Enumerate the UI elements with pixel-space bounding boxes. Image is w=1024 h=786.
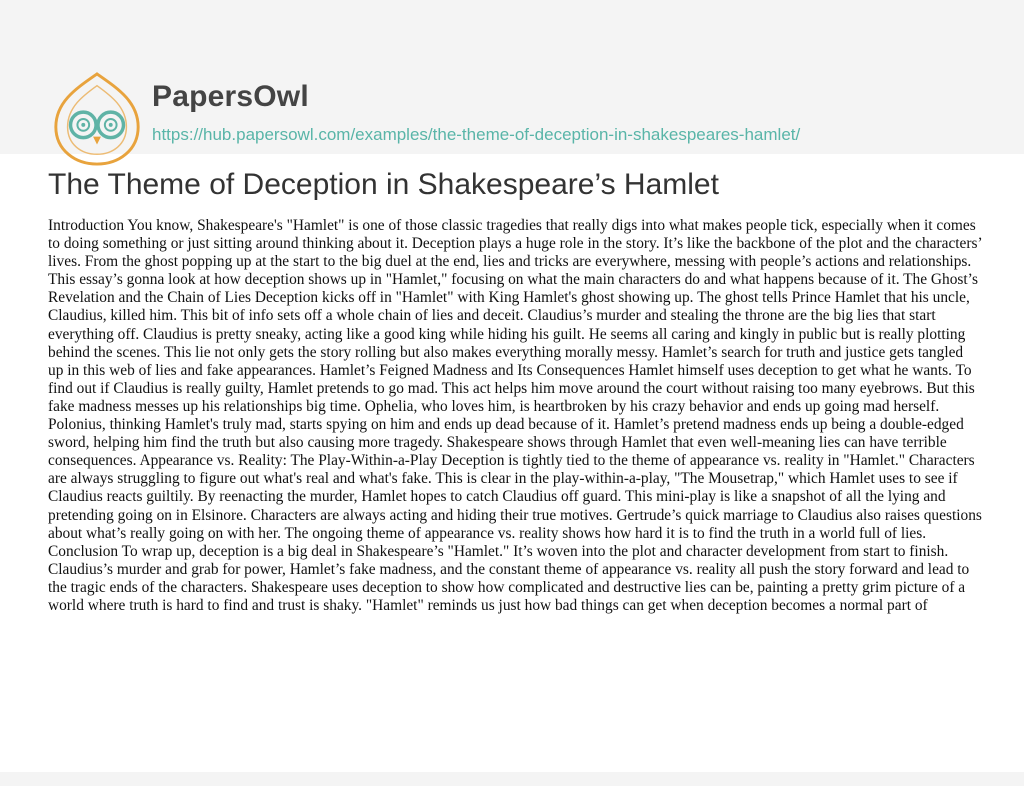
top-bar <box>0 0 1024 18</box>
owl-logo-icon[interactable] <box>48 70 146 168</box>
site-header <box>0 18 1024 154</box>
source-url[interactable]: https://hub.papersowl.com/examples/the-theme-of-deception-in-shakespeares-hamlet/ <box>152 125 801 144</box>
page-title: The Theme of Deception in Shakespeare’s Hamlet <box>48 168 719 201</box>
footer-bar <box>0 772 1024 786</box>
article-body: Introduction You know, Shakespeare's "Hamlet" is one of those classic tragedies that really digs into what makes people tick, especially when it comes to doing something or just sitting around thinking about it. Deception plays a huge role in the story. It’s like the backbone of the plot and the characters’ lives. From the ghost popping up at the start to the big duel at the end, lies and tricks are everywhere, messing with people’s actions and relationships. This essay’s gonna look at how deception shows up in "Hamlet," focusing on what the main characters do and what happens because of it. The Ghost’s Revelation and the Chain of Lies Deception kicks off in "Hamlet" with King Hamlet's ghost showing up. The ghost tells Prince Hamlet that his uncle, Claudius, killed him. This bit of info sets off a whole chain of lies and deceit. Claudius’s murder and stealing the throne are the big lies that start everything off. Claudius is pretty sneaky, acting like a good king while hiding his guilt. He seems all caring and kingly in public but is really plotting behind the scenes. This lie not only gets the story rolling but also makes everything morally messy. Hamlet’s search for truth and justice gets tangled up in this web of lies and fake appearances. Hamlet’s Feigned Madness and Its Consequences Hamlet himself uses deception to get what he wants. To find out if Claudius is really guilty, Hamlet pretends to go mad. This act helps him move around the court without raising too many eyebrows. But this fake madness messes up his relationships big time. Ophelia, who loves him, is heartbroken by his crazy behavior and ends up going mad herself. Polonius, thinking Hamlet's truly mad, starts spying on him and ends up dead because of it. Hamlet’s pretend madness ends up being a double-edged sword, helping him find the truth but also causing more tragedy. Shakespeare shows through Hamlet that even well-meaning lies can have terrible consequences. Appearance vs. Reality: The Play-Within-a-Play Deception is tightly tied to the theme of appearance vs. reality in "Hamlet." Characters are always struggling to figure out what's real and what's fake. This is clear in the play-within-a-play, "The Mousetrap," which Hamlet uses to see if Claudius reacts guiltily. By reenacting the murder, Hamlet hopes to catch Claudius off guard. This mini-play is like a snapshot of all the lying and pretending going on in Elsinore. Characters are always acting and hiding their true motives. Gertrude’s quick marriage to Claudius also raises questions about what’s really going on with her. The ongoing theme of appearance vs. reality shows how hard it is to find the truth in a world full of lies. Conclusion To wrap up, deception is a big deal in Shakespeare’s "Hamlet." It’s woven into the plot and character development from start to finish. Claudius’s murder and grab for power, Hamlet’s fake madness, and the constant theme of appearance vs. reality all push the story forward and lead to the tragic ends of the characters. Shakespeare uses deception to show how complicated and destructive lies can be, painting a pretty grim picture of a world where truth is hard to find and trust is shaky. "Hamlet" reminds us just how bad things can get when deception becomes a normal part of <box>48 217 982 614</box>
brand-name[interactable]: PapersOwl <box>152 80 309 113</box>
